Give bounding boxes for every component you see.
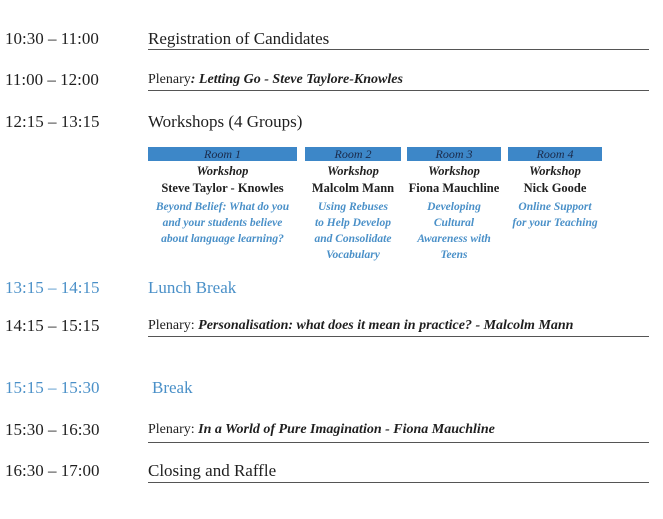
workshop-label: Workshop xyxy=(428,164,480,178)
session-title: Workshops (4 Groups) xyxy=(148,112,303,131)
topic-line: Beyond Belief: What do you xyxy=(155,201,290,213)
room-label: Room 1 xyxy=(148,147,297,161)
plenary-title: In a World of Pure Imagination - Fiona Mauchline xyxy=(198,422,495,437)
session-title xyxy=(148,318,573,334)
topic-line: to Help Develop xyxy=(314,217,391,229)
presenter-name: Steve Taylor - Knowles xyxy=(161,181,284,195)
workshop-label: Workshop xyxy=(529,164,581,178)
topic-line: Awareness with xyxy=(417,233,491,245)
topic-line: Using Rebuses xyxy=(318,201,388,213)
plenary-label: Plenary: xyxy=(148,318,199,333)
topic-line: Teens xyxy=(440,249,468,261)
plenary-title: Personalisation: what does it mean in practice? - Malcolm Mann xyxy=(198,318,574,333)
session-title: Break xyxy=(152,378,193,397)
plenary-label: Plenary xyxy=(148,72,191,87)
session-title xyxy=(148,422,495,438)
workshop-room-2 xyxy=(305,147,401,263)
room-label: Room 3 xyxy=(407,147,501,161)
session-title: Registration of Candidates xyxy=(148,29,330,48)
workshop-label: Workshop xyxy=(196,164,249,178)
divider xyxy=(148,90,649,91)
workshop-room-4 xyxy=(508,147,602,231)
time-slot: 11:00 – 12:00 xyxy=(5,70,99,89)
time-slot: 13:15 – 14:15 xyxy=(5,278,100,297)
plenary-title: : Letting Go - Steve Taylore-Knowles xyxy=(190,72,403,87)
time-slot: 15:15 – 15:30 xyxy=(5,378,100,397)
session-title: Lunch Break xyxy=(148,278,237,297)
topic-line: and Consolidate xyxy=(314,233,392,245)
topic-line: Vocabulary xyxy=(326,249,380,261)
topic-line: Online Support xyxy=(518,201,592,213)
time-slot: 14:15 – 15:15 xyxy=(5,316,100,335)
workshop-room-1 xyxy=(148,147,297,247)
time-slot: 15:30 – 16:30 xyxy=(5,420,100,439)
workshop-label: Workshop xyxy=(327,164,379,178)
session-title: Closing and Raffle xyxy=(148,461,277,480)
workshop-topic xyxy=(148,199,297,247)
topic-line: Cultural xyxy=(433,217,475,229)
presenter-name: Malcolm Mann xyxy=(311,181,395,195)
workshop-topic xyxy=(508,199,602,231)
workshop-topic xyxy=(407,199,501,263)
topic-line: Developing xyxy=(427,201,481,213)
workshop-room-3 xyxy=(407,147,501,263)
room-label: Room 4 xyxy=(508,147,602,161)
presenter-name: Nick Goode xyxy=(523,181,587,195)
topic-line: and your students believe xyxy=(162,217,283,229)
topic-line: about language learning? xyxy=(161,233,284,245)
topic-line: for your Teaching xyxy=(512,217,598,229)
time-slot: 12:15 – 13:15 xyxy=(5,112,100,131)
time-slot: 16:30 – 17:00 xyxy=(5,461,100,480)
divider xyxy=(148,442,649,443)
presenter-name: Fiona Mauchline xyxy=(408,181,500,195)
room-label: Room 2 xyxy=(305,147,401,161)
divider xyxy=(148,49,649,50)
session-title xyxy=(148,72,403,88)
divider xyxy=(148,482,649,483)
plenary-label: Plenary: xyxy=(148,422,199,437)
divider xyxy=(148,336,649,337)
workshop-topic xyxy=(305,199,401,263)
time-slot: 10:30 – 11:00 xyxy=(5,29,99,48)
